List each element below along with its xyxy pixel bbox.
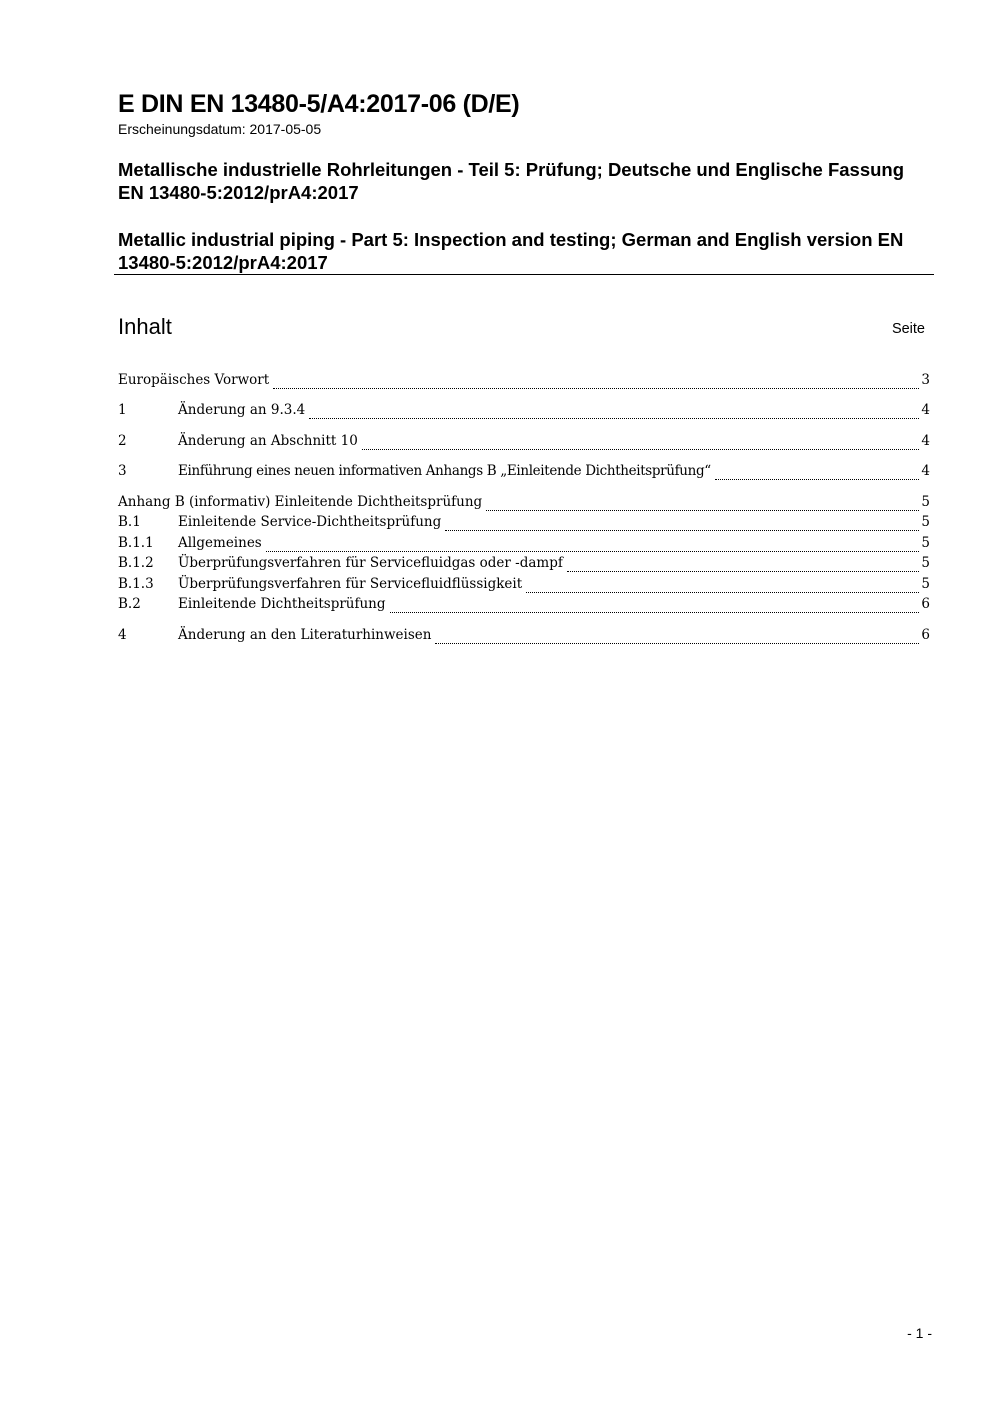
toc-entry-title: Überprüfungsverfahren für Servicefluidgas oder -dampf: [178, 555, 563, 571]
toc-leader-dots: [435, 643, 919, 644]
document-id: E DIN EN 13480-5/A4:2017-06 (D/E): [118, 90, 520, 118]
toc-leader-dots: [567, 571, 920, 572]
toc-entry-title: Einführung eines neuen informativen Anhangs B „Einleitende Dichtheitsprüfung“: [178, 463, 711, 479]
toc-entry[interactable]: [118, 627, 930, 647]
toc-entry-page: 5: [921, 535, 930, 551]
toc-entry[interactable]: [118, 402, 930, 422]
toc-entry-number: B.1: [118, 514, 141, 530]
toc-entry-page: 5: [921, 514, 930, 530]
toc-entry-title: Einleitende Dichtheitsprüfung: [178, 596, 386, 612]
toc-entry-title: Änderung an 9.3.4: [178, 402, 306, 418]
toc-entry-title: Allgemeines: [178, 535, 262, 551]
title-german: Metallische industrielle Rohrleitungen - Teil 5: Prüfung; Deutsche und Englische Fassung EN 13480-5:2012/prA4:2017: [118, 159, 905, 203]
toc-entry-number: B.2: [118, 596, 141, 612]
toc-entry-number: B.1.1: [118, 535, 154, 551]
page-number: - 1 -: [907, 1325, 932, 1341]
toc-entry-number: 3: [118, 463, 127, 479]
toc-leader-dots: [445, 530, 919, 531]
toc-entry[interactable]: [118, 514, 930, 534]
toc-leader-dots: [309, 418, 919, 419]
toc-leader-dots: [526, 592, 919, 593]
toc-entry-page: 5: [921, 576, 930, 592]
toc-entry-page: 3: [921, 372, 930, 388]
header-divider: [114, 274, 934, 275]
toc-entry[interactable]: [118, 463, 930, 483]
toc-entry[interactable]: [118, 372, 930, 392]
title-english: Metallic industrial piping - Part 5: Inspection and testing; German and English version EN 13480-5:2012/prA4:2017: [118, 229, 904, 273]
toc-heading: Inhalt: [118, 314, 172, 339]
toc-leader-dots: [390, 612, 920, 613]
toc-entry-page: 4: [921, 402, 930, 418]
toc-entry[interactable]: [118, 576, 930, 596]
toc-entry-number: B.1.2: [118, 555, 154, 571]
toc-entry-number: B.1.3: [118, 576, 154, 592]
toc-leader-dots: [273, 388, 919, 389]
toc-entry-page: 6: [921, 627, 930, 643]
toc-entry[interactable]: [118, 433, 930, 453]
toc-entry-title: Änderung an Abschnitt 10: [178, 433, 358, 449]
toc-entry-title: Einleitende Service-Dichtheitsprüfung: [178, 514, 442, 530]
toc-entry-number: 1: [118, 402, 127, 418]
toc-leader-dots: [362, 449, 920, 450]
toc-entry-page: 4: [921, 463, 930, 479]
toc-entry-page: 5: [921, 494, 930, 510]
toc-entry-page: 4: [921, 433, 930, 449]
toc-entry-title: Europäisches Vorwort: [118, 372, 270, 388]
toc-entry-page: 6: [921, 596, 930, 612]
toc-entry[interactable]: [118, 494, 930, 514]
toc-entry-title: Überprüfungsverfahren für Servicefluidflüssigkeit: [178, 576, 523, 592]
publication-date: Erscheinungsdatum: 2017-05-05: [118, 121, 322, 137]
toc-entry[interactable]: [118, 596, 930, 616]
toc-entry[interactable]: [118, 535, 930, 555]
toc-leader-dots: [486, 510, 919, 511]
toc-entry-number: 4: [118, 627, 127, 643]
toc-entry-title: Anhang B (informativ) Einleitende Dichtheitsprüfung: [118, 494, 483, 510]
toc-entry[interactable]: [118, 555, 930, 575]
toc-entry-page: 5: [921, 555, 930, 571]
toc-leader-dots: [715, 479, 920, 480]
toc-entry-title: Änderung an den Literaturhinweisen: [178, 627, 432, 643]
toc-page-label: Seite: [891, 321, 925, 337]
toc-entry-number: 2: [118, 433, 127, 449]
toc-leader-dots: [266, 551, 920, 552]
